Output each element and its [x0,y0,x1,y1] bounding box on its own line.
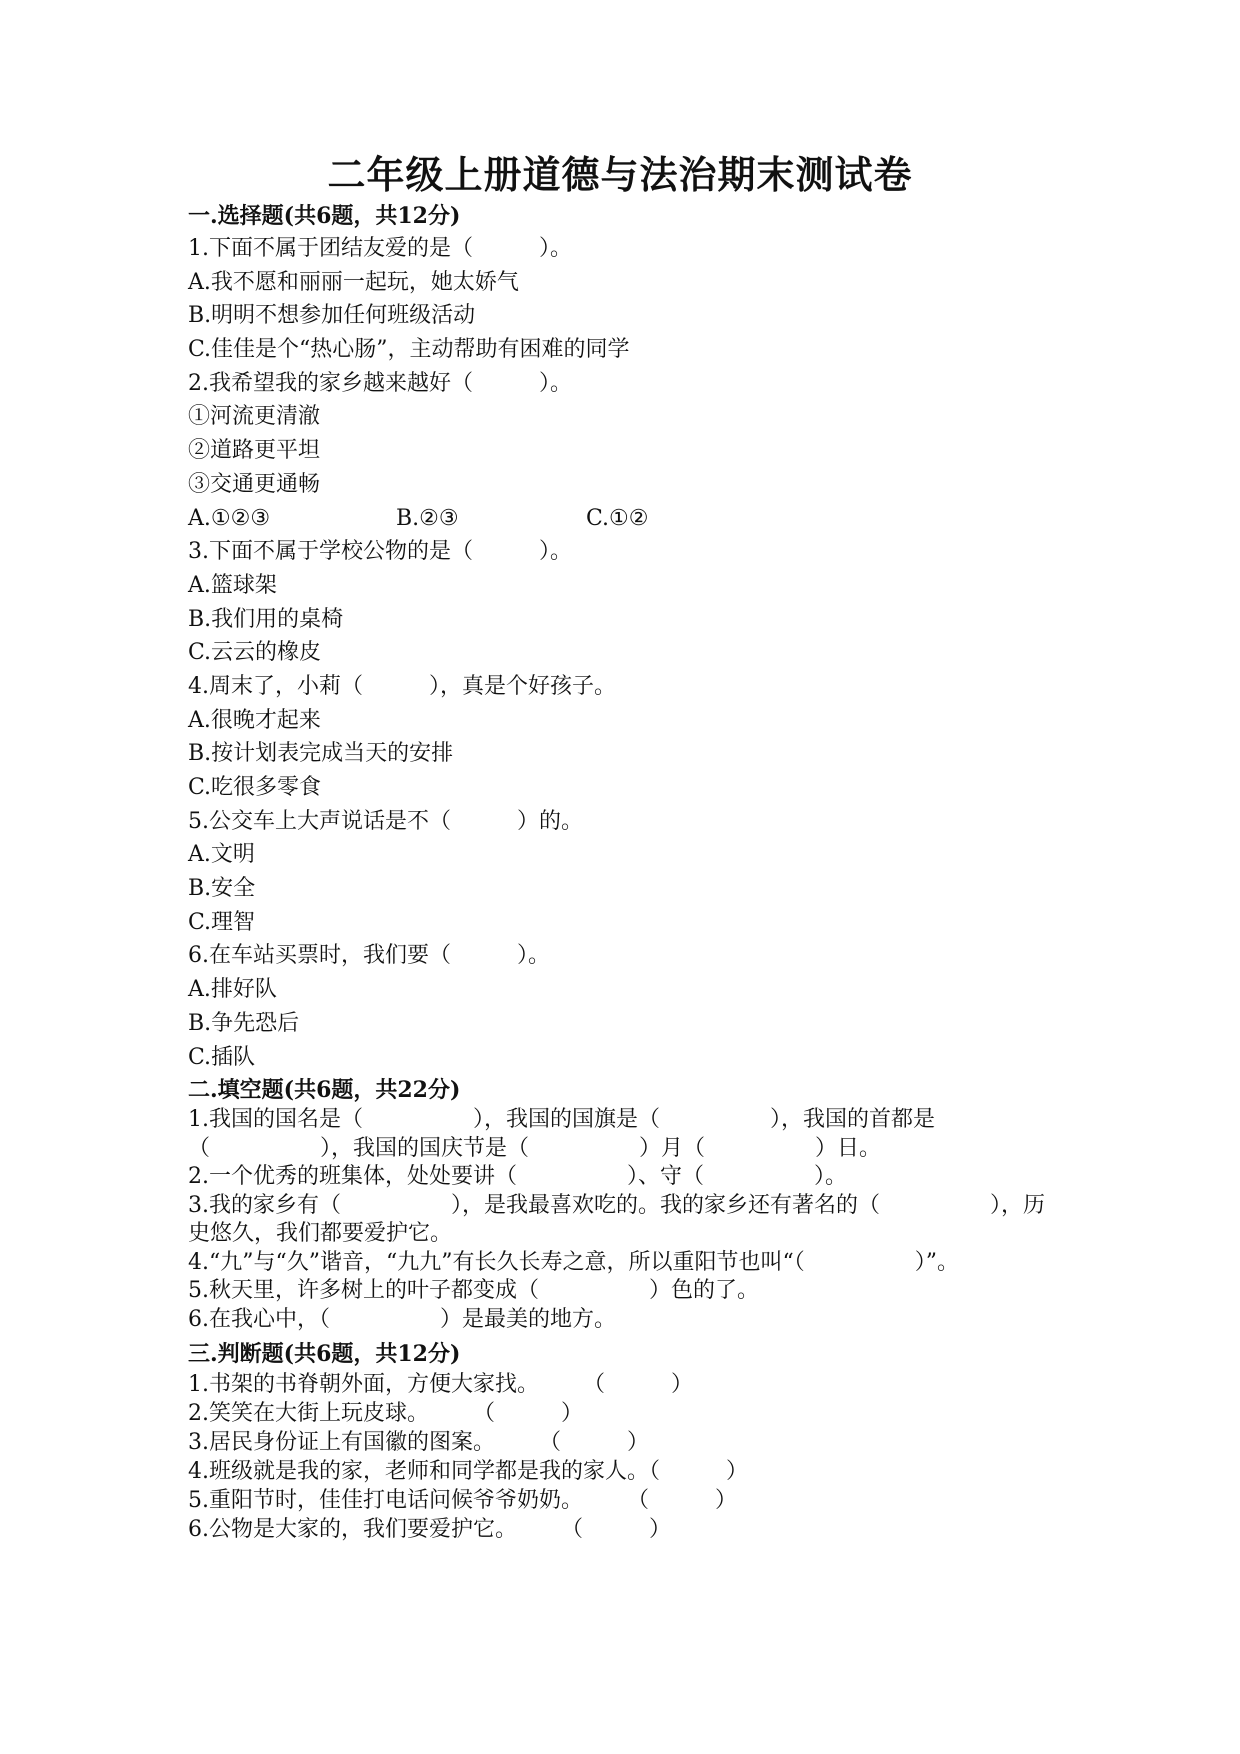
question-6 [188,939,1058,1074]
option-a: A.①②③ [188,505,271,531]
question-stem: 5.公交车上大声说话是不（ ）的。 [188,808,583,834]
question-item: ②道路更平坦 [188,438,321,464]
option-c: C.插队 [188,1044,256,1070]
question-5: 5.重阳节时，佳佳打电话问候爷爷奶奶。 （ ） [188,1488,737,1514]
question-stem: 2.我希望我的家乡越来越好（ ）。 [188,370,572,396]
question-item: ③交通更通畅 [188,471,321,497]
question-3 [188,535,1058,670]
question-2: 2.笑笑在大街上玩皮球。 （ ） [188,1401,583,1427]
option-c: C.①② [586,505,649,531]
section-fill-in-blank [188,1074,1058,1334]
option-b: B.安全 [188,876,256,902]
option-b: B.按计划表完成当天的安排 [188,741,454,767]
question-4: 4.“九”与“久”谐音，“九九”有长久长寿之意，所以重阳节也叫“（ ）”。 [188,1249,959,1275]
option-b: B.我们用的桌椅 [188,606,344,632]
section-true-false [188,1338,1058,1544]
question-4 [188,670,1058,805]
question-5: 5.秋天里，许多树上的叶子都变成（ ）色的了。 [188,1278,759,1304]
section-heading: 二.填空题(共6题，共22分) [188,1077,461,1104]
option-c: C.理智 [188,909,256,935]
question-stem: 4.周末了，小莉（ ），真是个好孩子。 [188,673,616,699]
option-c: C.云云的橡皮 [188,640,322,666]
option-a: A.文明 [188,842,255,868]
question-1 [188,232,1058,367]
question-3: 3.我的家乡有（ ），是我最喜欢吃的。我的家乡还有著名的（ ），历史悠久，我们都要爱护它。 [188,1192,1045,1247]
option-c: C.佳佳是个“热心肠”，主动帮助有困难的同学 [188,337,630,363]
page-title: 二年级上册道德与法治期末测试卷 [327,152,913,197]
option-a: A.很晚才起来 [188,707,321,733]
option-row [188,502,1058,536]
question-stem: 3.下面不属于学校公物的是（ ）。 [188,539,572,565]
question-1: 1.我国的国名是（ ），我国的国旗是（ ），我国的首都是（ ），我国的国庆节是（ ）月（ ）日。 [188,1107,935,1161]
option-b: B.明明不想参加任何班级活动 [188,303,476,329]
question-6: 6.公物是大家的，我们要爱护它。 （ ） [188,1517,671,1543]
option-a: A.我不愿和丽丽一起玩，她太娇气 [188,269,519,295]
question-5 [188,805,1058,940]
question-stem: 1.下面不属于团结友爱的是（ ）。 [188,236,572,261]
question-item: ①河流更清澈 [188,404,321,430]
exam-content [188,200,1058,1544]
question-3: 3.居民身份证上有国徽的图案。 （ ） [188,1430,649,1456]
question-2: 2.一个优秀的班集体，处处要讲（ ）、守（ ）。 [188,1164,847,1190]
option-b: B.②③ [396,505,459,531]
question-6: 6.在我心中，（ ）是最美的地方。 [188,1306,616,1332]
question-stem: 6.在车站买票时，我们要（ ）。 [188,943,550,969]
option-c: C.吃很多零食 [188,775,322,800]
option-b: B.争先恐后 [188,1010,300,1036]
question-4: 4.班级就是我的家，老师和同学都是我的家人。（ ） [188,1459,748,1485]
question-2 [188,367,1058,535]
section-heading: 一.选择题(共6题，共12分) [188,203,461,229]
section-multiple-choice [188,200,1058,1074]
option-a: A.篮球架 [188,572,277,598]
section-heading: 三.判断题(共6题，共12分) [188,1341,461,1368]
question-1: 1.书架的书脊朝外面，方便大家找。 （ ） [188,1372,693,1398]
option-a: A.排好队 [188,977,277,1003]
